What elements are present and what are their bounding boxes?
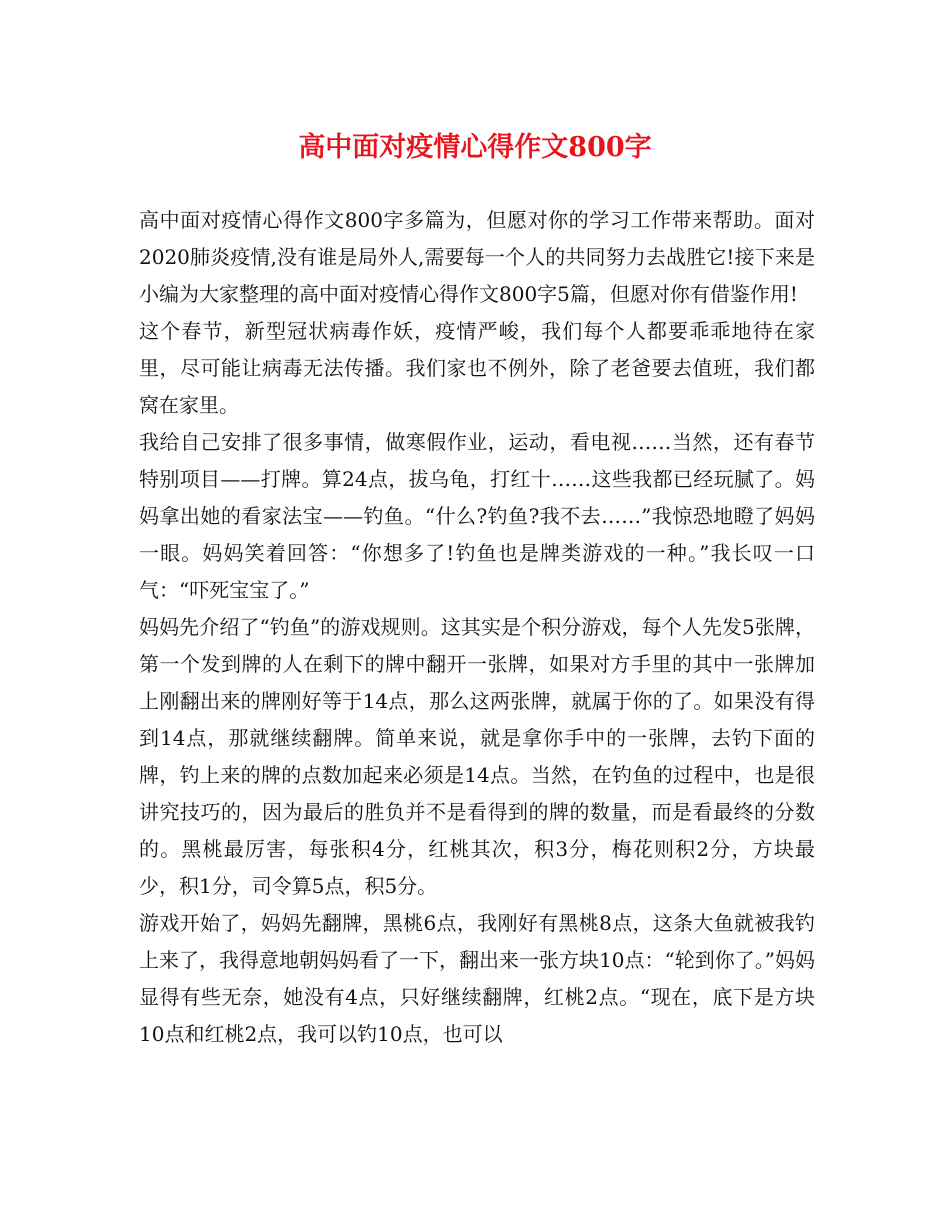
document-title: 高中面对疫情心得作文800字 xyxy=(298,132,652,163)
document-body xyxy=(139,202,815,1053)
paragraph-spring-festival: 这个春节，新型冠状病毒作妖，疫情严峻，我们每个人都要乖乖地待在家里，尽可能让病毒无法传播。我们家也不例外，除了老爸要去值班，我们都窝在家里。 xyxy=(139,319,815,417)
paragraph-intro: 高中面对疫情心得作文800字多篇为，但愿对你的学习工作带来帮助。面对2020肺炎疫情,没有谁是局外人,需要每一个人的共同努力去战胜它!接下来是小编为大家整理的高中面对疫情心得作文800字5篇，但愿对你有借鉴作用! xyxy=(139,208,815,306)
paragraph-rules: 妈妈先介绍了“钓鱼”的游戏规则。这其实是个积分游戏，每个人先发5张牌，第一个发到牌的人在剩下的牌中翻开一张牌，如果对方手里的其中一张牌加上刚翻出来的牌刚好等于14点，那么这两张牌，就属于你的了。如果没有得到14点，那就继续翻牌。简单来说，就是拿你手中的一张牌，去钓下面的牌，钓上来的牌的点数加起来必须是14点。当然，在钓鱼的过程中，也是很讲究技巧的，因为最后的胜负并不是看得到的牌的数量，而是看最终的分数的。黑桃最厉害，每张积4分，红桃其次，积3分，梅花则积2分，方块最少，积1分，司令算5点，积5分。 xyxy=(139,615,815,898)
paragraph-card-games: 我给自己安排了很多事情，做寒假作业，运动，看电视……当然，还有春节特别项目——打牌。算24点，拔乌龟，打红十……这些我都已经玩腻了。妈妈拿出她的看家法宝——钓鱼。“什么?钓鱼?我不去……”我惊恐地瞪了妈妈一眼。妈妈笑着回答：“你想多了!钓鱼也是牌类游戏的一种。”我长叹一口气：“吓死宝宝了。” xyxy=(139,430,815,602)
paragraph-game-start: 游戏开始了，妈妈先翻牌，黑桃6点，我刚好有黑桃8点，这条大鱼就被我钓上来了，我得意地朝妈妈看了一下，翻出来一张方块10点：“轮到你了。”妈妈显得有些无奈，她没有4点，只好继续翻牌，红桃2点。“现在，底下是方块10点和红桃2点，我可以钓10点，也可以 xyxy=(139,911,815,1046)
